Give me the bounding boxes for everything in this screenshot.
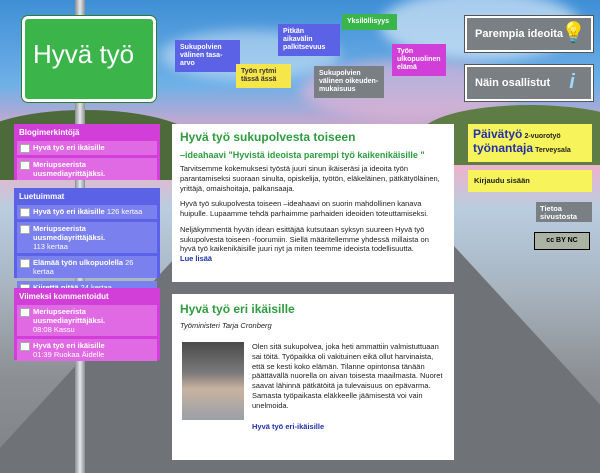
document-icon [20, 225, 30, 234]
topic-tyon-ulkopuolinen[interactable]: Työn ulkopuolinen elämä [392, 44, 446, 76]
article-subtitle: –ideahaavi "Hyvistä ideoista parempi työ kaikenikäisille " [180, 150, 425, 160]
site-info-link[interactable]: Tietoa sivustosta [536, 202, 592, 222]
comments-panel [14, 288, 160, 360]
document-icon [20, 144, 30, 153]
article-intro [172, 124, 454, 282]
author-photo [182, 342, 244, 420]
topic-tyon-rytmi[interactable]: Työn rytmi tässä ässä [236, 64, 291, 88]
better-ideas-button[interactable]: Parempia ideoita 💡 [465, 16, 593, 52]
topic-sukupolvien-tasa-arvo[interactable]: Sukupolvien välinen tasa-arvo [175, 40, 240, 72]
document-icon [20, 208, 30, 217]
most-read-panel [14, 188, 160, 278]
blog-title: Blogimerkintöjä [19, 128, 80, 137]
read-more-link[interactable]: Lue lisää [180, 254, 213, 263]
article-body: Olen sitä sukupolvea, joka heti ammattiin valmistuttuaan sai töitä. Työpaikka oli vakituinen eikä ollut harvinaista, että se kesti koko elämän. Tilanne opintonsa tänään päättävällä nuorella on aivan toisesta maailmasta. Nuoret saavat lähinnä pätkätöitä ja tulevaisuus on epävarma. Samasta työpaikasta eläkkeelle jäämisestä voi vain unelmoida. [252, 342, 443, 410]
list-item[interactable]: Meriupseerista uusmediayrittäjäksi. [17, 158, 157, 180]
paivatyo-banner[interactable]: Päivätyö 2-vuorotyö työnantaja Terveysala [468, 124, 592, 162]
article-featured [172, 294, 454, 460]
article-title: Hyvä työ eri ikäisille [180, 302, 295, 316]
lightbulb-icon: 💡 [561, 22, 586, 44]
login-link[interactable]: Kirjaudu sisään [468, 170, 592, 192]
how-to-participate-button[interactable]: Näin osallistut i [465, 65, 593, 101]
most-read-title: Luetuimmat [19, 192, 65, 201]
info-icon: i [569, 71, 575, 93]
article-paragraph: Neljäkymmentä hyvän idean esittäjää kutsutaan syksyn suureen Hyvä työ sukupolvesta toiseen -foorumiin. Siellä määritellemme yhdessä millaista on hyvä työ kaikenikäisille juuri nyt ja miten teemme ideoista todellisuutta. [180, 224, 429, 254]
document-icon [20, 342, 30, 351]
topic-oikeudenmukaisuus[interactable]: Sukupolvien välinen oikeuden-mukaisuus [314, 66, 384, 98]
list-item[interactable]: Elämää työn ulkopuolella 26 kertaa [17, 256, 157, 278]
article-link[interactable]: Hyvä työ eri-ikäisille [252, 422, 325, 431]
logo-sign[interactable]: Hyvä työ [22, 16, 156, 102]
document-icon [20, 259, 30, 268]
article-author: Työministeri Tarja Cronberg [180, 321, 272, 330]
list-item[interactable]: Meriupseerista uusmediayrittäjäksi. 113 kertaa [17, 222, 157, 253]
blog-panel [14, 124, 160, 180]
document-icon [20, 308, 30, 317]
document-icon [20, 161, 30, 170]
article-paragraph: Hyvä työ sukupolvesta toiseen –ideahaavi on suorin mahdollinen kanava huipulle. Lupaamme tehdä parhaimme parhaiden ideoiden toteuttamiseksi. [180, 199, 429, 218]
topic-yksilollisyys[interactable]: Yksilöllisyys [342, 14, 397, 30]
comments-title: Viimeksi kommentoidut [19, 292, 109, 301]
list-item[interactable]: Hyvä työ eri ikäisille 126 kertaa [17, 205, 157, 219]
list-item[interactable]: Hyvä työ eri ikäisille 01:39 Ruokaa Äidelle [17, 339, 157, 361]
creative-commons-badge[interactable]: cc BY NC [534, 232, 590, 250]
article-paragraph: Tarvitsemme kokemuksesi työstä juuri sinun ikäiseräsi ja ideoita työn parantamiseksi suoraan sinulta, opiskelija, työtön, eläkeläinen, pätkätyöläinen, yrittäjä, omaishoitaja, palkansaaja. [180, 164, 440, 193]
list-item[interactable]: Hyvä työ eri ikäisille [17, 141, 157, 155]
list-item[interactable]: Meriupseerista uusmediayrittäjäksi. 08:08 Kassu [17, 305, 157, 336]
topic-palkitsevuus[interactable]: Pitkän aikavälin palkitsevuus [278, 24, 340, 56]
article-title: Hyvä työ sukupolvesta toiseen [180, 130, 356, 144]
